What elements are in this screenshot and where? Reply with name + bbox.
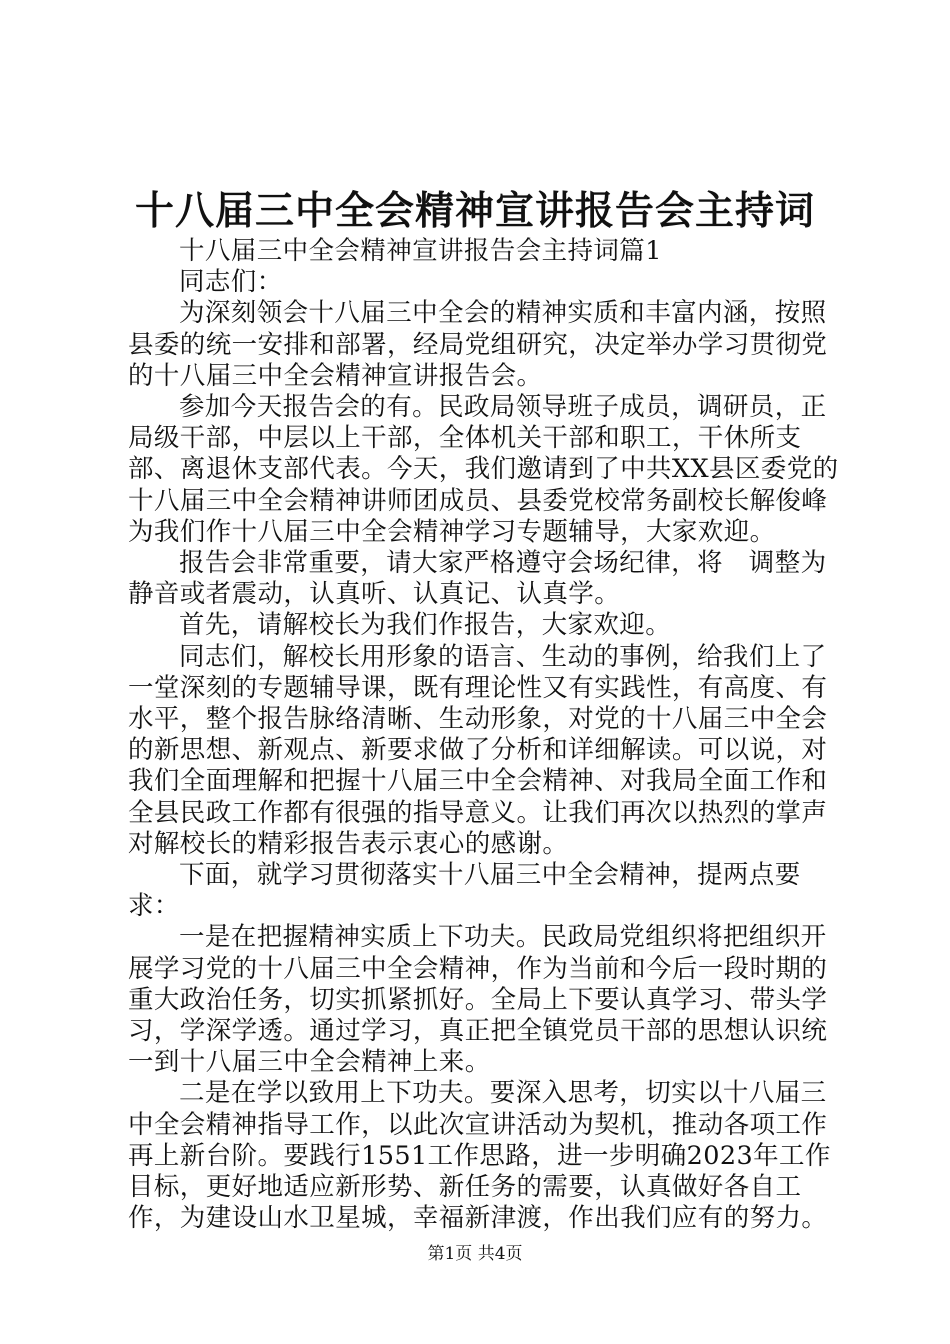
document-title: 十八届三中全会精神宣讲报告会主持词: [134, 188, 815, 234]
page-footer: [0, 1243, 950, 1265]
body-paragraph: 参加今天报告会的有。民政局领导班子成员，调研员，正局级干部，中层以上干部，全体机关干部和职工，干休所支部、离退休支部代表。今天，我们邀请到了中共XX县区委党的十八届三中全会精神讲师团成员、县委党校常务副校长解俊峰为我们作十八届三中全会精神学习专题辅导，大家欢迎。: [128, 392, 839, 547]
body-paragraph: 报告会非常重要，请大家严格遵守会场纪律，将 调整为静音或者震动，认真听、认真记、认真学。: [128, 548, 827, 610]
body-paragraph: 为深刻领会十八届三中全会的精神实质和丰富内涵，按照县委的统一安排和部署，经局党组研究，决定举办学习贯彻党的十八届三中全会精神宣讲报告会。: [128, 298, 828, 391]
document-body: [128, 236, 840, 1235]
body-paragraph: 一是在把握精神实质上下功夫。民政局党组织将把组织开展学习党的十八届三中全会精神，作为当前和今后一段时期的重大政治任务，切实抓紧抓好。全局上下要认真学习、带头学习，学深学透。通过学习，真正把全镇党员干部的思想认识统一到十八届三中全会精神上来。: [128, 922, 828, 1078]
salutation-paragraph: 同志们：: [179, 267, 283, 298]
body-paragraph: 同志们，解校长用形象的语言、生动的事例，给我们上了一堂深刻的专题辅导课，既有理论性又有实践性，有高度、有水平，整个报告脉络清晰、生动形象，对党的十八届三中全会的新思想、新观点、新要求做了分析和详细解读。可以说，对我们全面理解和把握十八届三中全会精神、对我局全面工作和全县民政工作都有很强的指导意义。让我们再次以热烈的掌声对解校长的精彩报告表示衷心的感谢。: [128, 641, 828, 859]
body-paragraph: 首先，请解校长为我们作报告，大家欢迎。: [179, 610, 672, 641]
body-paragraph: 二是在学以致用上下功夫。要深入思考，切实以十八届三中全会精神指导工作，以此次宣讲活动为契机，推动各项工作再上新台阶。要践行1551工作思路，进一步明确2023年工作目标，更好地适应新形势、新任务的需要，认真做好各自工作，为建设山水卫星城，幸福新津渡，作出我们应有的努力。: [128, 1078, 831, 1234]
subtitle-paragraph: 十八届三中全会精神宣讲报告会主持词篇1: [179, 236, 662, 266]
page-number: 第1页 共4页: [427, 1244, 523, 1264]
body-paragraph: 下面，就学习贯彻落实十八届三中全会精神，提两点要求：: [128, 860, 801, 922]
